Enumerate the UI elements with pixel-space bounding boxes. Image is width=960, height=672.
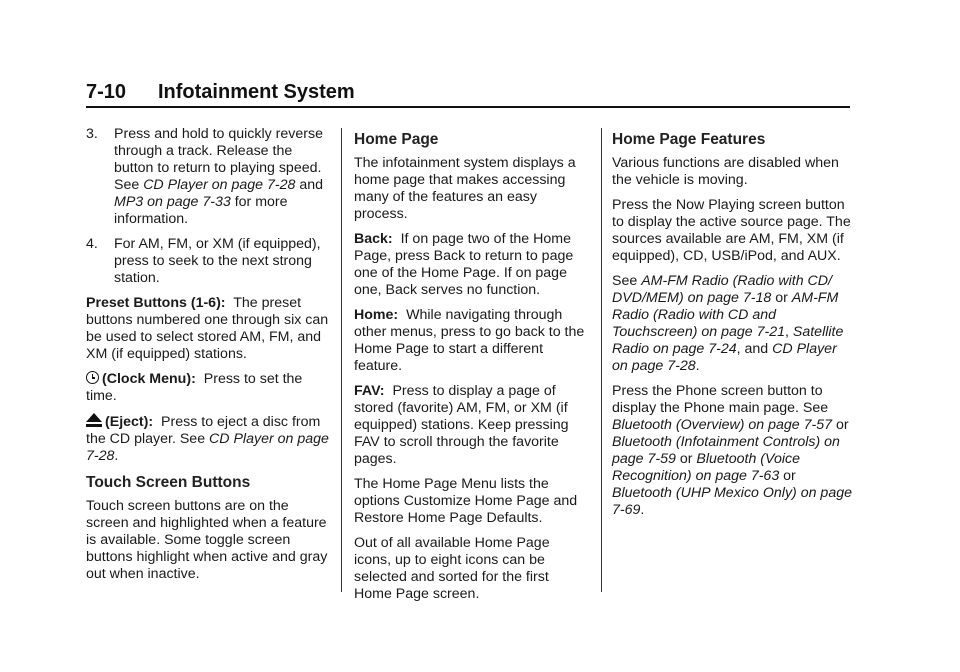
connector-text: and	[295, 177, 324, 193]
home-paragraph	[354, 307, 588, 375]
eject-end: .	[114, 448, 119, 464]
cross-ref-am-fm-radio-touchscreen[interactable]: AM-FM Radio (Radio with CD and Touchscreen) on page 7-21	[612, 290, 839, 340]
see-text: See	[612, 273, 642, 289]
back-label: Back:	[354, 231, 393, 247]
cross-ref-bluetooth-controls[interactable]: Bluetooth (Infotainment Controls) on page 7-59	[612, 434, 840, 467]
clock-menu-paragraph	[86, 371, 334, 405]
connector-text: .	[695, 358, 700, 374]
item3-end: for more information.	[114, 194, 288, 227]
eject-paragraph	[86, 413, 334, 465]
connector-text: or	[832, 417, 849, 433]
column-3	[612, 126, 854, 527]
home-page-features-heading: Home Page Features	[612, 131, 766, 148]
cross-ref-bluetooth-voice[interactable]: Bluetooth (Voice Recognition) on page 7-63	[612, 451, 800, 484]
connector-text: ,	[785, 324, 793, 340]
clock-icon	[86, 371, 99, 384]
list-number: 3.	[86, 126, 98, 142]
column-1	[86, 126, 334, 591]
cross-ref-mp3[interactable]: MP3 on page 7-33	[114, 194, 231, 210]
features-p4	[612, 383, 854, 519]
cross-ref-bluetooth-uhp-mexico[interactable]: Bluetooth (UHP Mexico Only) on page 7-69	[612, 485, 852, 518]
back-text: If on page two of the Home Page, press Back to return to page one of the Home Page. If on page one, Back serves no function.	[354, 231, 574, 298]
eject-icon	[86, 413, 102, 427]
preset-buttons-paragraph	[86, 295, 334, 363]
cross-ref-cd-player[interactable]: CD Player on page 7-28	[143, 177, 296, 193]
features-p3	[612, 273, 854, 375]
item4-text: For AM, FM, or XM (if equipped), press to seek to the next strong station.	[114, 236, 321, 286]
home-icons-paragraph: Out of all available Home Page icons, up to eight icons can be selected and sorted for the first Home Page screen.	[354, 535, 550, 602]
cross-ref-bluetooth-overview[interactable]: Bluetooth (Overview) on page 7-57	[612, 417, 833, 433]
fav-paragraph	[354, 383, 588, 468]
list-item-4	[86, 236, 334, 287]
eject-label: (Eject):	[105, 414, 154, 430]
clock-menu-text: Press to set the time.	[86, 371, 303, 404]
home-menu-paragraph: The Home Page Menu lists the options Customize Home Page and Restore Home Page Defaults.	[354, 476, 578, 526]
column-2	[354, 126, 588, 611]
eject-text: Press to eject a disc from the CD player. See	[86, 414, 321, 447]
preset-buttons-text: The preset buttons numbered one through six can be used to select stored AM, FM, and XM (if equipped) stations.	[86, 295, 329, 362]
column-divider-1	[341, 128, 342, 592]
connector-text: or	[771, 290, 792, 306]
touch-screen-heading: Touch Screen Buttons	[86, 474, 251, 491]
connector-text: , and	[736, 341, 773, 357]
touch-screen-paragraph: Touch screen buttons are on the screen and highlighted when a feature is available. Some toggle screen buttons highlight when active and gray out when inactive.	[86, 498, 328, 582]
section-title: Infotainment System	[158, 81, 355, 103]
cross-ref-cd-player[interactable]: CD Player on page 7-28	[612, 341, 837, 374]
cross-ref-am-fm-radio-cd-dvd[interactable]: AM-FM Radio (Radio with CD/ DVD/MEM) on page 7-18	[612, 273, 832, 306]
cross-ref-cd-player[interactable]: CD Player on page 7-28	[86, 431, 329, 464]
list-number: 4.	[86, 236, 98, 252]
features-p2: Press the Now Playing screen button to display the active source page. The sources available are AM, FM, XM (if equipped), CD, USB/iPod, and AUX.	[612, 197, 851, 264]
page-header	[86, 80, 850, 108]
back-paragraph	[354, 231, 588, 299]
preset-buttons-label: Preset Buttons (1-6):	[86, 295, 226, 311]
fav-label: FAV:	[354, 383, 385, 399]
page-number: 7-10	[86, 81, 127, 103]
home-text: While navigating through other menus, press to go back to the Home Page to start a different feature.	[354, 307, 585, 374]
connector-text: .	[640, 502, 645, 518]
column-divider-2	[601, 128, 602, 592]
home-label: Home:	[354, 307, 399, 323]
list-item-3	[86, 126, 334, 228]
home-page-intro: The infotainment system displays a home page that makes accessing many of the features an easy process.	[354, 155, 576, 222]
fav-text: Press to display a page of stored (favorite) AM, FM, or XM (if equipped) stations. Keep pressing FAV to scroll through the favorite pages.	[354, 383, 569, 467]
connector-text: or	[675, 451, 697, 467]
phone-text: Press the Phone screen button to display the Phone main page. See	[612, 383, 829, 416]
item3-text: Press and hold to quickly reverse through a track. Release the button to return to playing speed. See	[114, 126, 323, 193]
cross-ref-satellite-radio[interactable]: Satellite Radio on page 7-24	[612, 324, 844, 357]
features-p1: Various functions are disabled when the vehicle is moving.	[612, 155, 839, 188]
connector-text: or	[779, 468, 796, 484]
clock-menu-label: (Clock Menu):	[102, 371, 196, 387]
home-page-heading: Home Page	[354, 131, 439, 148]
